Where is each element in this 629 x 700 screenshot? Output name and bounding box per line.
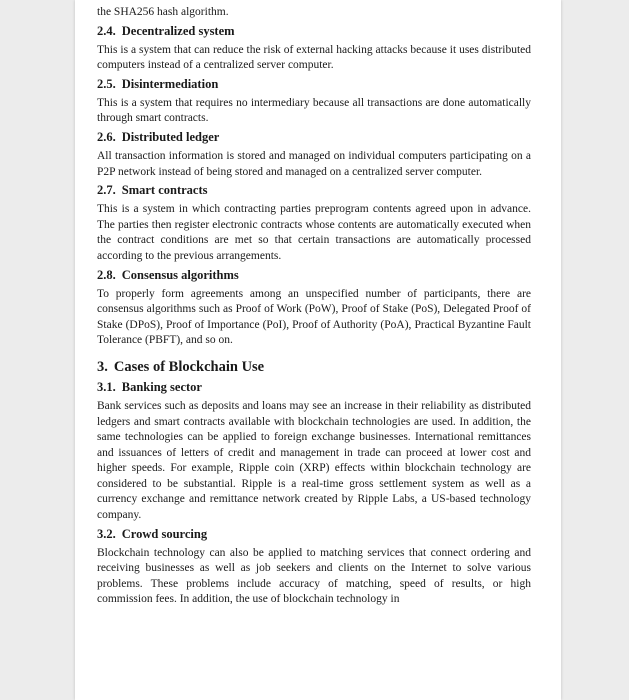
section-body-2-4: This is a system that can reduce the risk of external hacking attacks because it uses distributed computers instead of a centralized server computer. (97, 43, 531, 72)
section-title: Consensus algorithms (121, 267, 239, 282)
section-title: Smart contracts (121, 183, 208, 198)
page-content (97, 5, 531, 608)
chapter-title: Cases of Blockchain Use (113, 358, 265, 375)
section-title: Disintermediation (121, 76, 219, 91)
section-number: 2.8. (97, 267, 116, 282)
section-number: 3.1. (97, 379, 116, 394)
section-number: 2.5. (97, 76, 116, 91)
section-heading-3-1 (97, 380, 531, 395)
section-body-2-6: All transaction information is stored and managed on individual computers participating on a P2P network instead of being stored and managed on a centralized server computer. (97, 149, 531, 178)
section-body-2-7: This is a system in which contracting parties preprogram contents agreed upon in advance. The parties then register electronic contracts whose contents are automatically executed when the contract conditions are met so that certain transactions are automatically processed according to the previous arrangements. (97, 203, 531, 262)
section-number: 2.4. (97, 23, 116, 38)
section-heading-2-7 (97, 183, 531, 198)
section-body-3-1: Bank services such as deposits and loans may see an increase in their reliability as distributed ledgers and smart contracts available with blockchain technologies are used. In addition, the same technologies can be applied to foreign exchange businesses. International remittances and issuances of letters of credit and management in trade can proceed at lower cost and higher speeds. For example, Ripple coin (XRP) effects within blockchain technology are considered to be substantial. Ripple is a real-time gross settlement system as well as a currency exchange and remittance network created by Ripple Labs, a US-based technology company. (97, 399, 531, 522)
section-body-3-2: Blockchain technology can also be applied to matching services that connect ordering and receiving businesses as well as job seekers and clients on the Internet to solve various problems. These problems include accuracy of matching, speed of results, or high commission fees. In addition, the use of blockchain technology in (97, 546, 531, 606)
section-number: 2.6. (97, 129, 116, 144)
section-body-2-8: To properly form agreements among an unspecified number of participants, there are consensus algorithms such as Proof of Work (PoW), Proof of Stake (PoS), Delegated Proof of Stake (DPoS), Proof of Importance (PoI), Proof of Authority (PoA), Practical Byzantine Fault Tolerance (PBFT), and so on. (97, 287, 531, 347)
section-number: 2.7. (97, 183, 116, 198)
section-number: 3.2. (97, 526, 116, 541)
section-title: Banking sector (121, 379, 202, 394)
section-heading-3-2 (97, 527, 531, 542)
chapter-number: 3. (97, 358, 108, 375)
section-title: Decentralized system (121, 23, 235, 38)
intro-fragment: the SHA256 hash algorithm. (97, 6, 229, 18)
section-title: Crowd sourcing (121, 526, 208, 541)
section-title: Distributed ledger (121, 129, 220, 144)
section-body-2-5: This is a system that requires no intermediary because all transactions are done automatically through smart contracts. (97, 96, 531, 125)
section-heading-2-4 (97, 24, 531, 39)
chapter-heading-3 (97, 358, 531, 376)
section-heading-2-8 (97, 268, 531, 283)
section-heading-2-6 (97, 130, 531, 145)
section-heading-2-5 (97, 77, 531, 92)
document-page (75, 0, 561, 700)
